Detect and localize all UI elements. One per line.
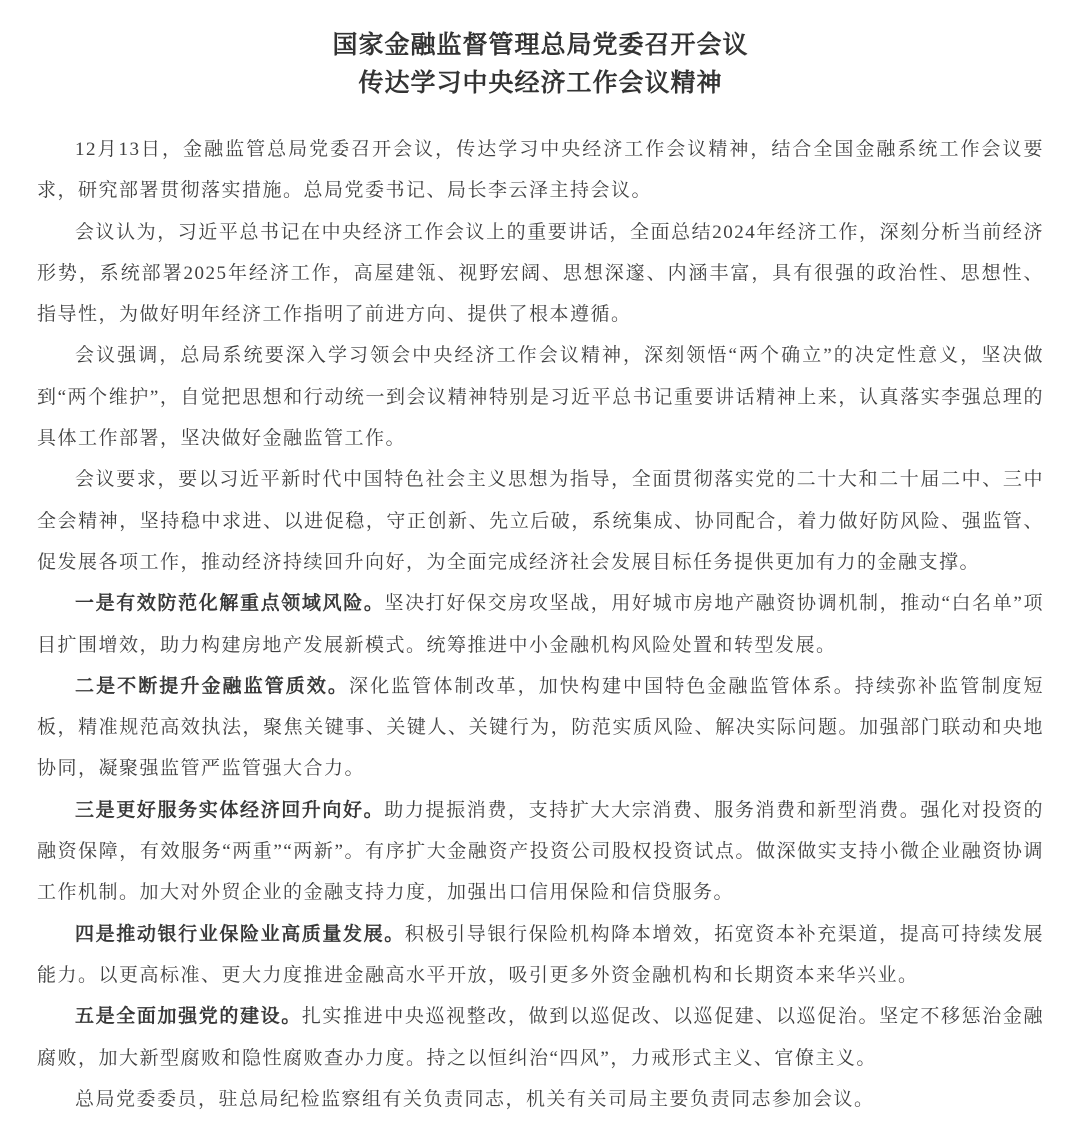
paragraph <box>37 212 1044 336</box>
paragraph <box>37 459 1044 583</box>
paragraph-text: 会议认为，习近平总书记在中央经济工作会议上的重要讲话，全面总结2024年经济工作，深刻分析当前经济形势，系统部署2025年经济工作，高屋建瓴、视野宏阔、思想深邃、内涵丰富，具有很强的政治性、思想性、指导性，为做好明年经济工作指明了前进方向、提供了根本遵循。 <box>37 221 1044 326</box>
paragraph-text: 深化监管体制改革，加快构建中国特色金融监管体系。持续弥补监管制度短板，精准规范高效执法，聚焦关键事、关键人、关键行为，防范实质风险、解决实际问题。加强部门联动和央地协同，凝聚强监管严监管强大合力。 <box>37 675 1044 780</box>
paragraph-text: 会议强调，总局系统要深入学习领会中央经济工作会议精神，深刻领悟“两个确立”的决定性意义，坚决做到“两个维护”，自觉把思想和行动统一到会议精神特别是习近平总书记重要讲话精神上来，认真落实李强总理的具体工作部署，坚决做好金融监管工作。 <box>37 345 1044 450</box>
paragraph-lead: 五是全面加强党的建设。 <box>75 1006 302 1028</box>
paragraph-lead: 一是有效防范化解重点领域风险。 <box>75 593 385 615</box>
paragraph-text: 12月13日，金融监管总局党委召开会议，传达学习中央经济工作会议精神，结合全国金融系统工作会议要求，研究部署贯彻落实措施。总局党委书记、局长李云泽主持会议。 <box>37 139 1044 202</box>
title-line-1: 国家金融监督管理总局党委召开会议 <box>332 31 749 59</box>
paragraph-text: 会议要求，要以习近平新时代中国特色社会主义思想为指导，全面贯彻落实党的二十大和二十届二中、三中全会精神，坚持稳中求进、以进促稳，守正创新、先立后破，系统集成、协同配合，着力做好防风险、强监管、促发展各项工作，推动经济持续回升向好，为全面完成经济社会发展目标任务提供更加有力的金融支撑。 <box>37 469 1044 573</box>
paragraph <box>37 666 1044 790</box>
paragraph <box>37 790 1044 914</box>
paragraph-text: 扎实推进中央巡视整改，做到以巡促改、以巡促建、以巡促治。坚定不移惩治金融腐败，加大新型腐败和隐性腐败查办力度。持之以恒纠治“四风”，力戒形式主义、官僚主义。 <box>37 1006 1044 1069</box>
paragraph-text: 坚决打好保交房攻坚战，用好城市房地产融资协调机制，推动“白名单”项目扩围增效，助力构建房地产发展新模式。统筹推进中小金融机构风险处置和转型发展。 <box>37 593 1044 656</box>
paragraph <box>37 129 1044 212</box>
paragraph <box>37 914 1044 997</box>
title-line-2: 传达学习中央经济工作会议精神 <box>358 69 723 97</box>
paragraph-text: 助力提振消费，支持扩大大宗消费、服务消费和新型消费。强化对投资的融资保障，有效服务“两重”“两新”。有序扩大金融资产投资公司股权投资试点。做深做实支持小微企业融资协调工作机制。加大对外贸企业的金融支持力度，加强出口信用保险和信贷服务。 <box>37 799 1044 904</box>
paragraph-lead: 二是不断提升金融监管质效。 <box>75 675 350 697</box>
paragraph <box>37 1079 1044 1120</box>
paragraph-text: 积极引导银行保险机构降本增效，拓宽资本补充渠道，提高可持续发展能力。以更高标准、更大力度推进金融高水平开放，吸引更多外资金融机构和长期资本来华兴业。 <box>37 923 1044 986</box>
paragraph <box>37 996 1044 1079</box>
paragraph-lead: 三是更好服务实体经济回升向好。 <box>75 799 385 821</box>
paragraph <box>37 335 1044 459</box>
paragraph <box>37 583 1044 666</box>
page-title <box>37 26 1044 102</box>
paragraph-lead: 四是推动银行业保险业高质量发展。 <box>75 923 405 945</box>
paragraph-text: 总局党委委员，驻总局纪检监察组有关负责同志，机关有关司局主要负责同志参加会议。 <box>75 1088 875 1110</box>
document-body <box>37 129 1044 1120</box>
